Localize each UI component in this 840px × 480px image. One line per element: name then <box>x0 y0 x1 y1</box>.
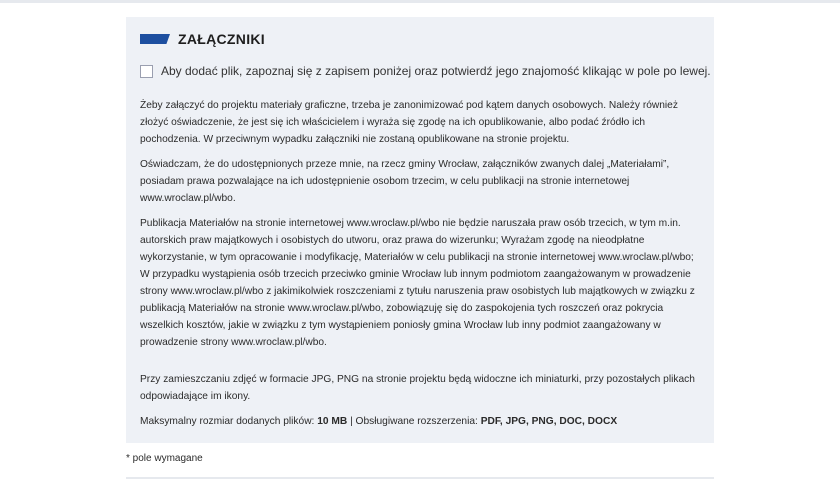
attachments-panel <box>126 17 714 443</box>
top-divider <box>0 0 840 3</box>
extensions-value: PDF, JPG, PNG, DOC, DOCX <box>480 416 618 427</box>
declaration-paragraph: Oświadczam, że do udostępnionych przeze mnie, na rzecz gminy Wrocław, załączników zwanych dalej „Materiałami”, posiadam prawa pozwalające na ich udostępnienie osobom trzecim, w celu publikacji na stronie internetowej www.wroclaw.pl/wbo. <box>140 159 670 204</box>
info-paragraph: Żeby załączyć do projektu materiały graficzne, trzeba je zanonimizować pod kątem danych osobowych. Należy również złożyć oświadczenie, że jest się ich właścicielem i wyraża się zgodę na ich opublikowanie, albo podać źródło ich pochodzenia. W przeciwnym wypadku załączniki nie zostaną opublikowane na stronie projektu. <box>140 100 678 145</box>
required-field-note: * pole wymagane <box>126 453 203 464</box>
size-label: Maksymalny rozmiar dodanych plików: <box>140 416 318 427</box>
size-value: 10 MB <box>317 416 348 427</box>
consent-checkbox[interactable] <box>140 65 153 78</box>
publication-paragraph: Publikacja Materiałów na stronie internetowej www.wroclaw.pl/wbo nie będzie naruszała praw osób trzecich, w tym m.in. autorskich praw majątkowych i osobistych do utworu, oraz prawa do wizerunku; Wyrażam zgodę na nieodpłatne wykorzystanie, w tym opracowanie i modyfikację, Materiałów w celu publikacji na stronie internetowej www.wroclaw.pl/wbo; W przypadku wystąpienia osób trzecich przeciwko gminie Wrocław lub innym podmiotom zaangażowanym w prowadzenie strony www.wroclaw.pl/wbo z jakimikolwiek roszczeniami z tytułu naruszenia praw osobistych lub majątkowych w związku z publikacją Materiałów na stronie www.wroclaw.pl/wbo, zobowiązuję się do zaspokojenia tych roszczeń oraz pokrycia wszelkich kosztów, jakie w związku z tym wystąpieniem poniosły gmina Wrocław lub inny podmiot zaangażowany w prowadzenie strony www.wroclaw.pl/wbo. <box>140 218 695 348</box>
section-header <box>140 31 265 47</box>
thumbnails-paragraph: Przy zamieszczaniu zdjęć w formacie JPG, PNG na stronie projektu będą widoczne ich miniaturki, przy pozostałych plikach odpowiadające im ikony. <box>140 374 695 402</box>
accent-stripe-icon <box>140 34 170 44</box>
extensions-label: | Obsługiwane rozszerzenia: <box>347 416 481 427</box>
file-limits <box>140 413 700 430</box>
bottom-divider <box>126 477 714 479</box>
terms-text <box>140 97 700 438</box>
section-title: ZAŁĄCZNIKI <box>178 31 265 47</box>
consent-row[interactable] <box>140 64 711 78</box>
consent-label: Aby dodać plik, zapoznaj się z zapisem poniżej oraz potwierdź jego znajomość klikając w pole po lewej. <box>161 64 711 78</box>
